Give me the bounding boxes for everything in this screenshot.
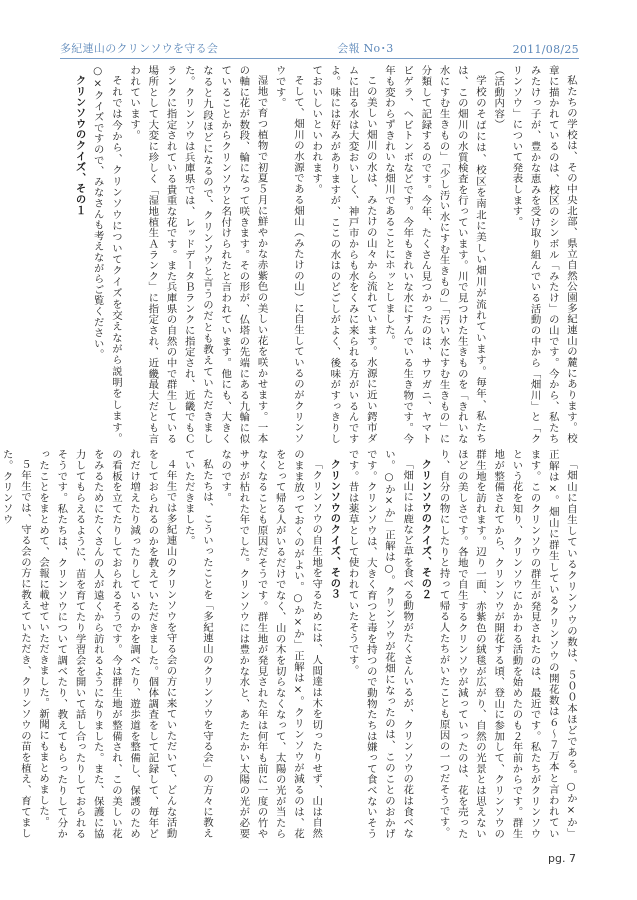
vertical-text-top bbox=[62, 65, 580, 444]
paragraph: 「畑山に自生しているクリンソウの数は、５００本ほどである。○か×か」正解は×。畑山に群生しているクリンソウの開花数は６～７万本と言われています。このクリンソウの群生が発見されたのは、最近です。私たちがクリンソウという花を知り、クリンソウにかかわる活動を始めたのも２年前からです。群生地が整備されてから、クリンソウが開花する頃、登山に参加して、クリンソウの群生地を訪れます。辺り一面、赤紫色の絨毯が広がり、自然の光景とは思えないほどの美しさです。各地で自生するクリンソウが減っていったのは、花を売ったり、自分の物にしたりと持って帰る人たちがいたことも原因の一つだそうです。 bbox=[437, 449, 577, 839]
paragraph: 湿地で育つ植物で初夏５月に鮮やかな赤紫色の美しい花を咲かせます。一本の軸に花が数段、輪になって咲きます。その形が、仏塔の先端にある九輪に似ていることからクリンソウと名付けられたと言われています。他にも、大きくなると九段ほどになるので、クリンソウと言うのだとも教えていただきました。クリンソウは兵庫県では、レッドデータＢランクに指定され、近畿でもＣランクに指定されている貴重な花です。また兵庫県の自然の中で群生している場所として大変に珍しく「湿地植生Ａランク」に指定され、近畿最大だとも言われています。 bbox=[128, 65, 268, 444]
paragraph: 私たちの学校は、その中央北部、県立自然公園多紀連山の麓にあります。校章に描かれているのは、校区のシンボル「みたけ」の山です。今から、私たちみたけっ子が、豊かな恵みを受け取り組んでいる活動の中から「畑川」と「クリンソウ」について発表します。 bbox=[510, 65, 577, 444]
paragraph: それでは今から、クリンソウについてクイズを交えながら説明をします。○×クイズですので、みなさんも考えながらご覧ください。 bbox=[91, 65, 122, 444]
header-date: 2011/08/25 bbox=[512, 43, 579, 56]
paragraph: 「クリンソウの自生地を守るためには、人間達は木を切ったりせず、山は自然のまま放っておくのがよい。○か×か」正解は×。クリンソウが減るのは、花をとって帰る人がいるだけでなく、山の木を切らなくなって、太陽の光が当たらなくなることも原因だそうです。群生地が発見された年は何年も前に一度の竹やササが枯れた年でした。クリンソウには豊かな水と、あたたかい太陽の光が必要なのです。 bbox=[219, 449, 323, 839]
paragraph: そして、畑川の水源である畑山（みたけの山）に自生しているのがクリンソウです。 bbox=[273, 65, 304, 444]
page-number: pg. 7 bbox=[548, 852, 576, 865]
vertical-text-bottom bbox=[0, 449, 580, 839]
section-heading: クリンソウのクイズ、その２ bbox=[419, 459, 432, 600]
header-issue: 会報 No･3 bbox=[337, 42, 394, 55]
paragraph: 「畑山には鹿など草を食べる動物がたくさんいるが、クリンソウの花は食べない。○か×か」正解は○。クリンソウが花畑になったのは、このことのおかげです。クリンソウは、大きく育つと毒を持つので動物たちは嫌って食べないそうです。昔は薬草として使われていたそうです。 bbox=[346, 449, 414, 839]
header-title: 多紀連山のクリンソウを守る会 bbox=[60, 42, 219, 55]
paragraph: 私たちは、こういったことを「多紀連山のクリンソウを守る会」の方々に教えていただきました。 bbox=[182, 449, 213, 839]
paragraph: 学校のそばには、校区を南北に美しい畑川が流れています。毎年、私たちは、この畑川の水質検査を行っています。川で見つけた生きものを「きれいな水にすむ生きもの」「少し汚い水にすむ生きもの」「汚い水にすむ生きもの」に分類して記録するのです。今年、たくさん見つかったのは、サワガニ、ヤマトビゲラ、ヘビトンボなどです。今年もきれいな水にすんでいる生き物です。今年も変わらずきれいな畑川であることにホッとしました。 bbox=[382, 65, 486, 444]
section-heading: クリンソウのクイズ、その３ bbox=[328, 459, 341, 600]
paragraph: （活動内容） bbox=[492, 65, 505, 130]
section-heading: クリンソウのクイズ、その１ bbox=[73, 75, 86, 216]
paragraph: ４年生では多紀連山のクリンソウを守る会の方に来ていただいて、どんな活動をしておられるのかを教えていただきました。個体調査をして記録して、毎年どれだけ増えたり減ったりしているのかを調べたり、遊歩道を整備し、保護のための看板を立てたりしておられるそうです。今は群生地が整備され、この美しい花をみるためにたくさんの人が遠くから訪れるようになりました。また、保護に協力してもらえるように、苗を育てたり学習会を開いて話し合ったりしておられるそうです。私たちは、クリンソウについて調べたり、教えてもらったりして分かったことをまとめて、会報に載せていただきました。新聞にもまとめました。 bbox=[37, 449, 177, 839]
paragraph: ５年生では、守る会の方に教えていただき、クリンソウの苗を植え、育てました。クリンソウ bbox=[0, 449, 31, 839]
page-header bbox=[60, 40, 579, 56]
header-rule bbox=[60, 58, 579, 59]
paragraph: この美しい畑川の水は、みたけの山々から流れています。水源に近い鍔市ダムに出る水は大変おいしく、神戸市からも水をくみに来られる方がいるんですよ。味には好みがありますが、ここの水はのどごしがよく、後味がすっきりしておいしいといわれます。 bbox=[310, 65, 377, 444]
